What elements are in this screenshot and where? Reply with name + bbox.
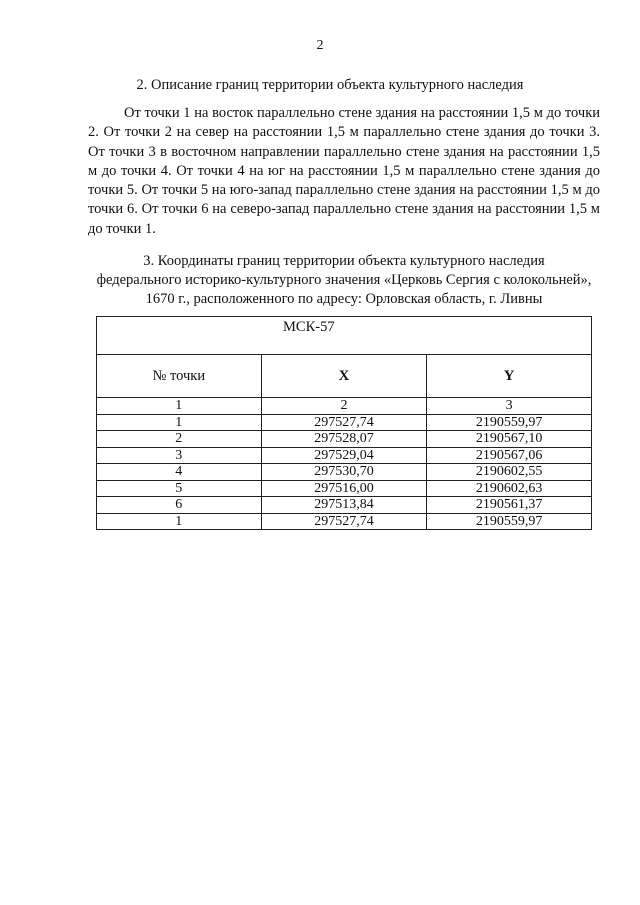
table-row: [97, 431, 592, 448]
coordinate-system-label: МСК-57: [97, 317, 592, 355]
table-header-row: [97, 355, 592, 398]
x-coordinate-cell: 297516,00: [261, 480, 427, 497]
coordinates-heading-line: федерального историко-культурного значения «Церковь Сергия с колокольней»,: [96, 272, 592, 288]
y-coordinate-cell: 2190602,63: [427, 480, 592, 497]
coordinates-heading: [88, 252, 600, 309]
point-number-cell: 1: [97, 414, 262, 431]
table-row: [97, 447, 592, 464]
x-coordinate-cell: 297527,74: [261, 414, 427, 431]
table-row: [97, 480, 592, 497]
column-number-row: [97, 398, 592, 415]
x-coordinate-cell: 297529,04: [261, 447, 427, 464]
y-coordinate-cell: 2190567,10: [427, 431, 592, 448]
y-coordinate-cell: 2190561,37: [427, 497, 592, 514]
point-number-cell: 6: [97, 497, 262, 514]
x-coordinate-cell: 297528,07: [261, 431, 427, 448]
point-number-cell: 1: [97, 513, 262, 530]
table-row: [97, 497, 592, 514]
point-number-cell: 4: [97, 464, 262, 481]
point-number-cell: 5: [97, 480, 262, 497]
point-number-cell: 2: [97, 431, 262, 448]
y-coordinate-cell: 2190559,97: [427, 513, 592, 530]
coordinates-table: [96, 316, 592, 530]
boundary-description: От точки 1 на восток параллельно стене здания на расстоянии 1,5 м до точки 2. От точки 2 на север на расстоянии 1,5 м параллельно стене здания до точки 3. От точки 3 в восточном направлении параллельно стене здания на расстоянии 1,5 м до точки 4. От точки 4 на юг на расстоянии 1,5 м параллельно стене здания до точки 5. От точки 5 на юго-запад параллельно стене здания на расстоянии 1,5 м до точки 6. От точки 6 на северо-запад параллельно стене здания на расстоянии 1,5 м до точки 1.: [88, 105, 600, 237]
section-heading: 2. Описание границ территории объекта культурного наследия: [136, 77, 524, 93]
x-header: X: [261, 355, 427, 398]
column-number: 1: [97, 398, 262, 415]
x-coordinate-cell: 297513,84: [261, 497, 427, 514]
point-number-cell: 3: [97, 447, 262, 464]
y-header: Y: [427, 355, 592, 398]
coordinate-system-row: [97, 317, 592, 355]
x-coordinate-cell: 297530,70: [261, 464, 427, 481]
x-coordinate-cell: 297527,74: [261, 513, 427, 530]
table-row: [97, 513, 592, 530]
page-number: 2: [316, 38, 324, 53]
y-coordinate-cell: 2190567,06: [427, 447, 592, 464]
table-row: [97, 414, 592, 431]
coordinates-heading-line: 3. Координаты границ территории объекта культурного наследия: [143, 253, 545, 269]
column-number: 2: [261, 398, 427, 415]
coordinates-heading-line: 1670 г., расположенного по адресу: Орловская область, г. Ливны: [145, 291, 543, 307]
column-number: 3: [427, 398, 592, 415]
point-number-header: № точки: [97, 355, 262, 398]
y-coordinate-cell: 2190559,97: [427, 414, 592, 431]
y-coordinate-cell: 2190602,55: [427, 464, 592, 481]
table-row: [97, 464, 592, 481]
